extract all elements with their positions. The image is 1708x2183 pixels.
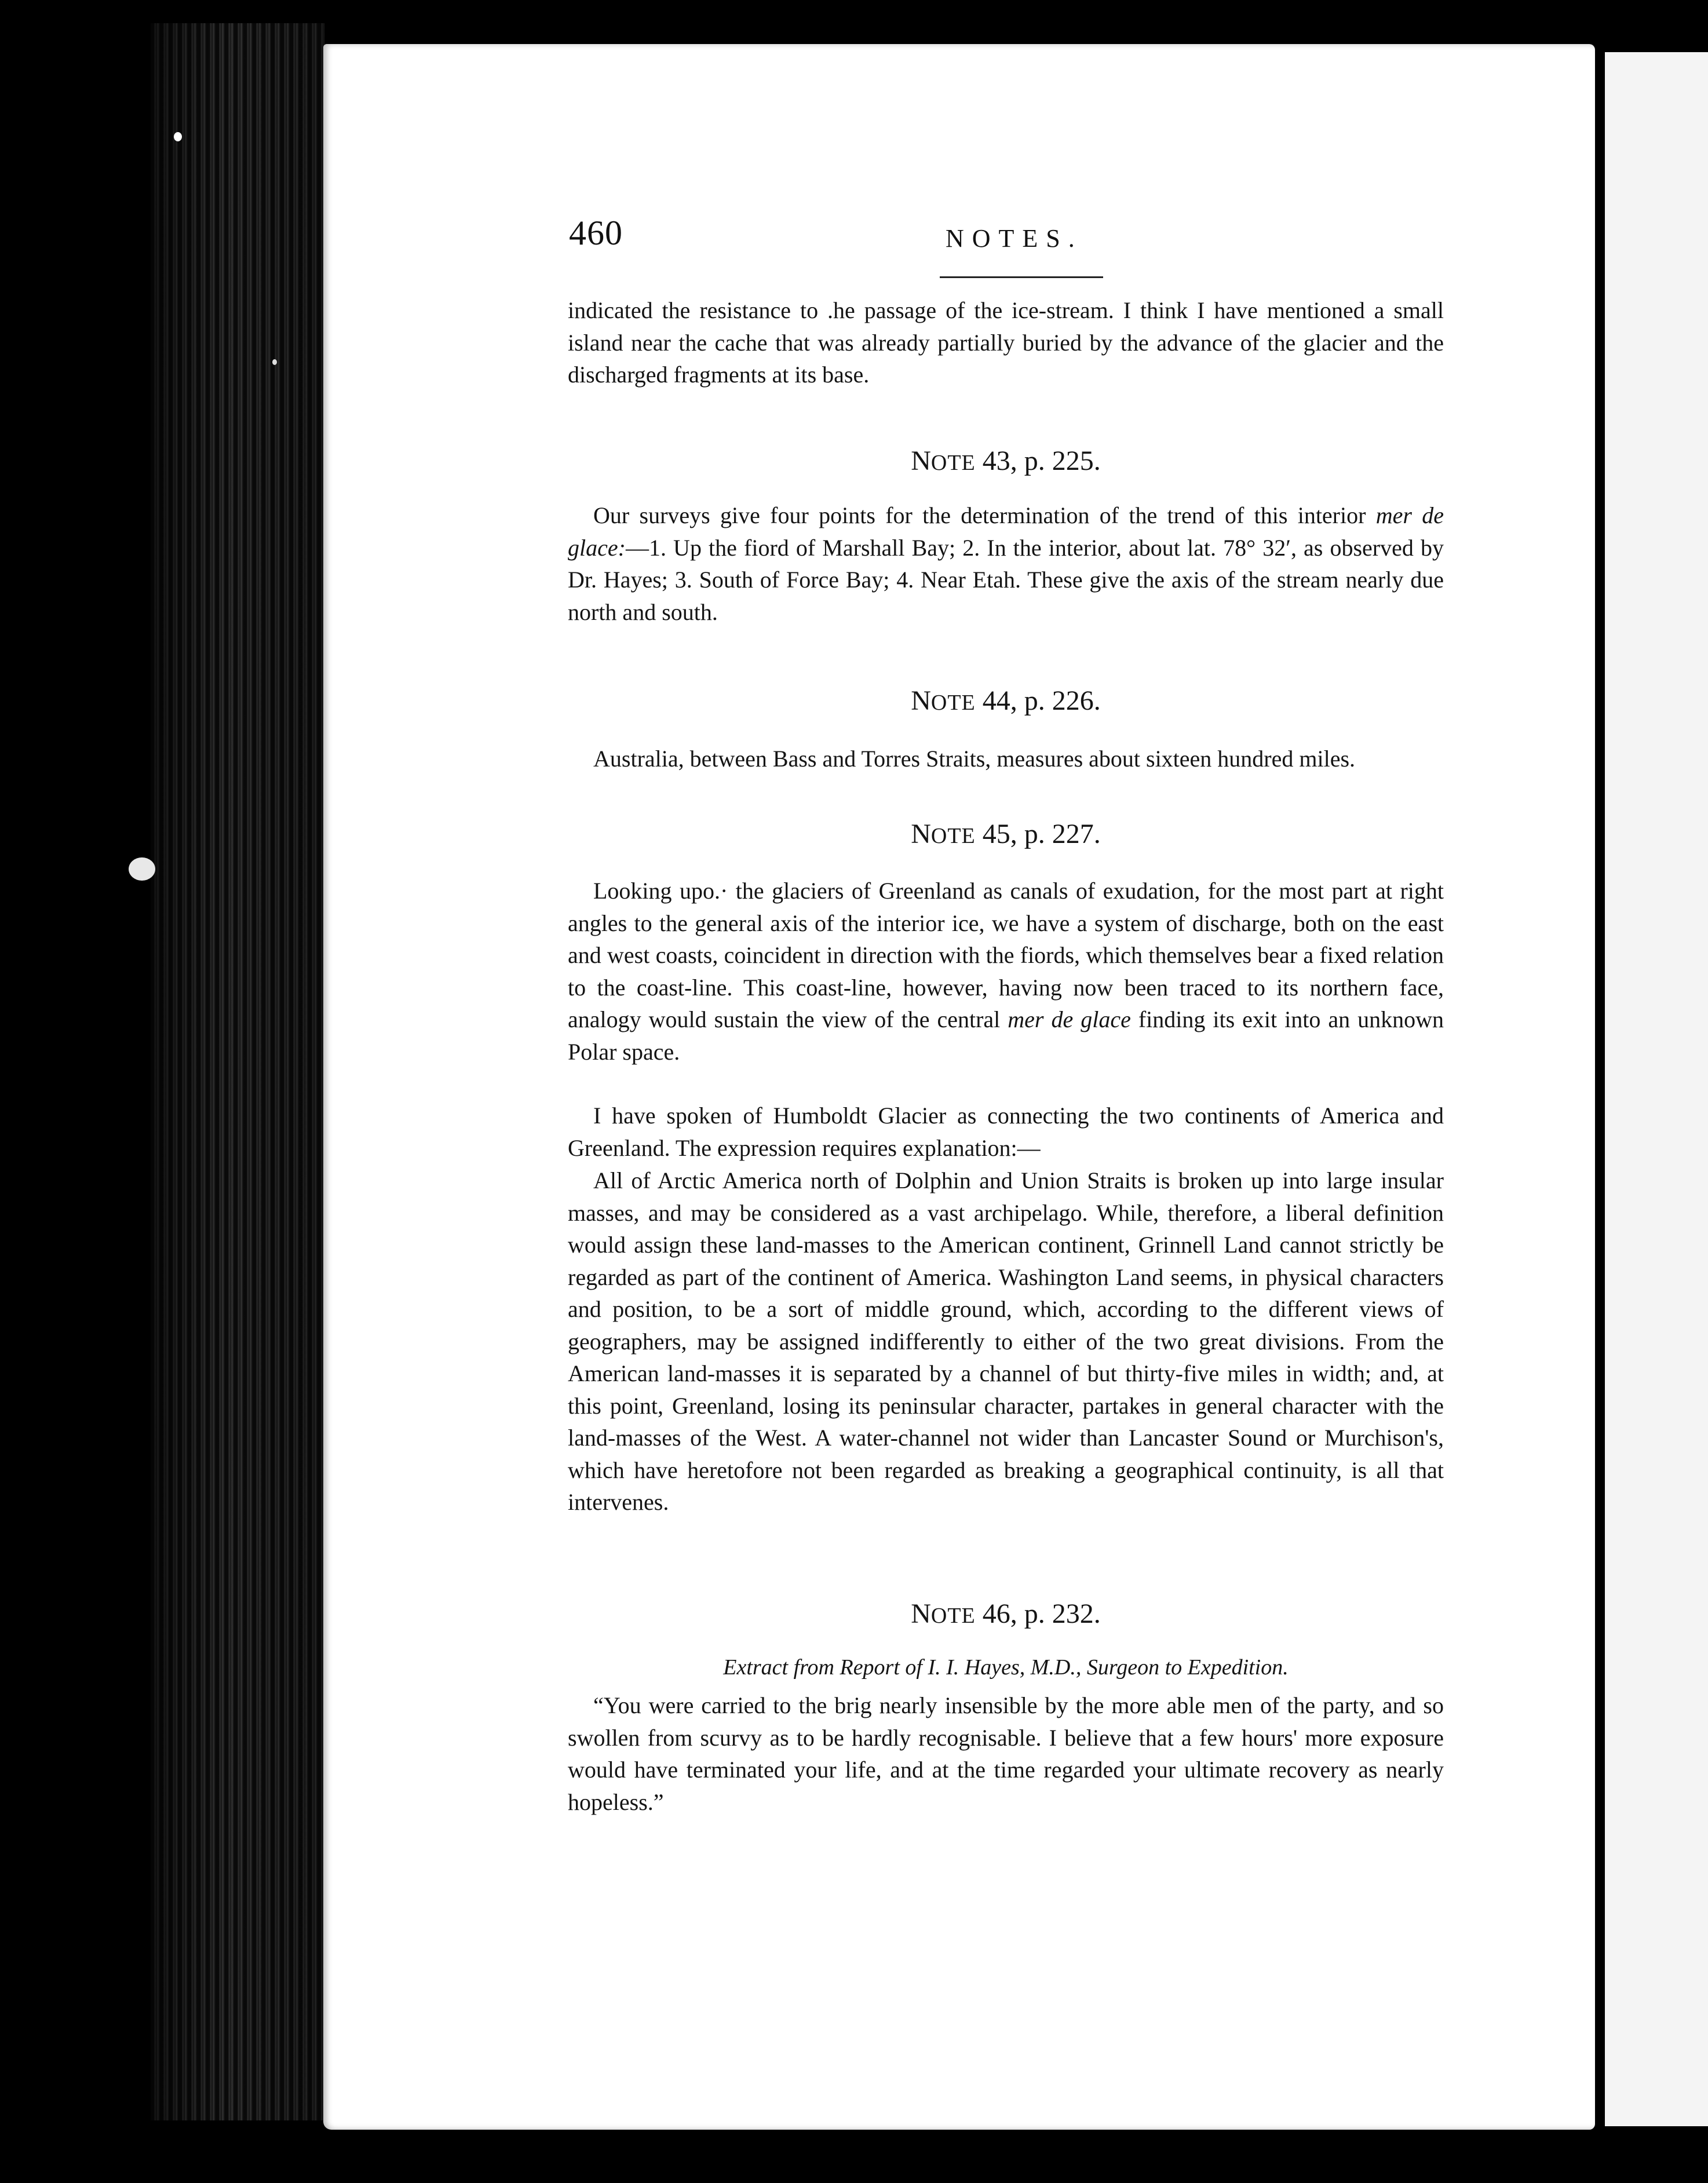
note-45-text-end: finding its exit into an unknown Polar space.: [568, 1006, 1444, 1065]
scan-speck: [129, 857, 155, 881]
note-43-heading: [568, 445, 1444, 477]
note-45-heading-ref: 45, p. 227.: [975, 819, 1101, 849]
note-45-paragraph-3: All of Arctic America north of Dolphin and Union Straits is broken up into large insular masses, and may be considered as a vast archipelago. While, therefore, a liberal definition would assign these land-masses to the American continent, Grinnell Land cannot strictly be regarded as part of the continent of America. Washington Land seems, in physical characters and position, to be a sort of middle ground, which, according to the different views of geographers, may be assigned indifferently to either of the two great divisions. From the American land-masses it is separated by a channel of but thirty-five miles in width; and, at this point, Greenland, losing its peninsular character, partakes in general character with the land-masses of the West. A water-channel not wider than Lancaster Sound or Murchison's, which have heretofore not been regarded as breaking a geographical continuity, is all that intervenes.: [568, 1167, 1444, 1515]
note-43-text-end: —1. Up the fiord of Marshall Bay; 2. In the interior, about lat. 78° 32′, as observed by Dr. Hayes; 3. South of Force Bay; 4. Near Etah. These give the axis of the stream nearly due north and south.: [568, 534, 1444, 625]
note-43-heading-ref: 43, p. 225.: [975, 446, 1101, 476]
note-46-heading-initial: N: [911, 1598, 931, 1629]
note-44-heading: [568, 685, 1444, 717]
note-46-heading-ref: 46, p. 232.: [975, 1598, 1101, 1629]
note-46-heading-smallcaps: OTE: [930, 1604, 976, 1628]
note-45-text-start: Looking upo.· the glaciers of Greenland as canals of exudation, for the most part at right angles to the general axis of the interior ice, we have a system of discharge, both on the east and west coasts, coincident in direction with the fiords, which themselves bear a fixed relation to the coast-line. This coast-line, however, having now been traced to its northern face, analogy would sustain the view of the central: [568, 878, 1444, 1032]
note-45-heading-initial: N: [911, 819, 931, 849]
page-number: 460: [569, 214, 623, 252]
note-43-paragraph: [568, 499, 1444, 628]
note-43-heading-smallcaps: OTE: [930, 451, 976, 475]
note-43-italic-phrase: mer de glace:: [568, 502, 1444, 561]
note-45-heading-smallcaps: OTE: [930, 824, 976, 848]
note-44-heading-smallcaps: OTE: [930, 691, 976, 715]
note-45-heading: [568, 818, 1444, 850]
header-rule: [940, 276, 1103, 278]
note-46-heading: [568, 1598, 1444, 1630]
adjacent-page-edge: [1600, 52, 1708, 2126]
note-45-italic-phrase: mer de glace: [1008, 1006, 1131, 1032]
note-45-paragraph-1: [568, 875, 1444, 1068]
note-43-heading-initial: N: [911, 446, 931, 476]
note-46-extract-caption: Extract from Report of I. I. Hayes, M.D., Surgeon to Expedition.: [723, 1655, 1289, 1680]
note-44-heading-initial: N: [911, 685, 931, 716]
note-43-text-start: Our surveys give four points for the determination of the trend of this interior: [593, 502, 1376, 528]
note-45-paragraph-2: I have spoken of Humboldt Glacier as connecting the two continents of America and Greenland. The expression requires explanation:—: [568, 1103, 1444, 1161]
book-edge-shadow: [151, 23, 324, 2120]
note-44-heading-ref: 44, p. 226.: [975, 685, 1101, 716]
continuation-paragraph: indicated the resistance to .he passage of the ice-stream. I think I have mentioned a small island near the cache that was already partially buried by the advance of the glacier and the discharged fragments at its base.: [568, 297, 1444, 388]
running-head: NOTES.: [946, 224, 1083, 253]
scan-speck: [272, 359, 277, 365]
note-44-paragraph: Australia, between Bass and Torres Straits, measures about sixteen hundred miles.: [593, 746, 1356, 772]
scan-speck: [174, 132, 182, 141]
note-46-quote: “You were carried to the brig nearly insensible by the more able men of the party, and so swollen from scurvy as to be hardly recognisable. I believe that a few hours' more exposure would have terminated your life, and at the time regarded your ultimate recovery as nearly hopeless.”: [568, 1692, 1444, 1815]
